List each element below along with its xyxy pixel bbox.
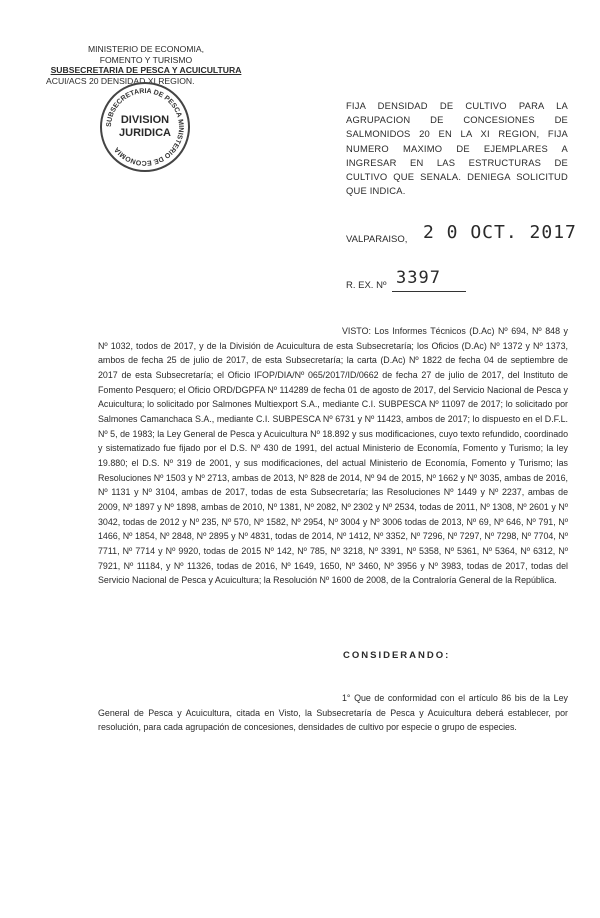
- considerando-section: [98, 691, 568, 735]
- visto-paragraph: VISTO: Los Informes Técnicos (D.Ac) Nº 694, Nº 848 y Nº 1032, todos de 2017, y de la División de Acuicultura de esta Subsecretaría; los Oficios (D.Ac) Nº 1372 y Nº 1373, ambos de fecha 25 de julio de 2017, de esta Subsecretaría; la carta (D.Ac) Nº 1822 de fecha 04 de septiembre de 2017 de esta Subsecretaría; el Oficio IFOP/DIA/Nº 065/2017/ID/0662 de fecha 27 de julio de 2017, del Instituto de Fomento Pesquero; el Oficio ORD/DGPFA Nº 114289 de fecha 01 de agosto de 2017, del Servicio Nacional de Pesca y Acuicultura; lo solicitado por Salmones Multiexport S.A., mediante C.I. SUBPESCA Nº 11097 de 2017; lo solicitado por Salmones Camanchaca S.A., mediante C.I. SUBPESCA Nº 6731 y Nº 11423, ambos de 2017; lo dispuesto en el D.F.L. Nº 5, de 1983; la Ley General de Pesca y Acuicultura Nº 18.892 y sus modificaciones, cuyo texto refundido, coordinado y sistematizado fue fijado por el D.S. Nº 430 de 1991, del actual Ministerio de Economía, Fomento y Turismo; la ley 19.880; el D.S. Nº 319 de 2001, y sus modificaciones, del actual Ministerio de Economía, Fomento y Turismo; las Resoluciones Nº 1503 y Nº 2713, ambas de 2013, Nº 828 de 2014, Nº 94 de 2015, Nº 1662 y Nº 3035, ambas de 2016, Nº 1131 y Nº 3104, ambas de 2017, todas de esta Subsecretaría; las Resoluciones Nº 1449 y Nº 2237, ambas de 2009, Nº 1897 y Nº 1898, ambas de 2010, Nº 1381, Nº 2082, Nº 2302 y Nº 2534, todas de 2011, Nº 1308, Nº 2601 y Nº 3042, todas de 2012 y Nº 235, Nº 570, Nº 1582, Nº 2954, Nº 3004 y Nº 3006 todas de 2013, Nº 69, Nº 646, Nº 791, Nº 1466, Nº 1854, Nº 2848, Nº 2895 y Nº 4831, todas de 2014, Nº 1412, Nº 3352, Nº 7296, Nº 7297, Nº 7298, Nº 7704, Nº 7711, Nº 7714 y Nº 9920, todas de 2015 Nº 142, Nº 785, Nº 3218, Nº 3391, Nº 5358, Nº 5361, Nº 5364, Nº 6312, Nº 7921, Nº 11184, y Nº 11326, todas de 2016, Nº 1649, 1650, Nº 3460, Nº 3956 y Nº 3983, todas de 2017, todas del Servicio Nacional de Pesca y Acuicultura; la Resolución Nº 1600 de 2008, de la Contraloría General de la República.: [98, 326, 568, 586]
- document-title: FIJA DENSIDAD DE CULTIVO PARA LA AGRUPACION DE CONCESIONES DE SALMONIDOS 20 EN LA XI REGION, FIJA NUMERO MAXIMO DE EJEMPLARES A INGRESAR EN LAS ESTRUCTURAS DE CULTIVO QUE SENALA. DENIEGA SOLICITUD QUE INDICA.: [346, 100, 568, 197]
- considerando-paragraph-1: 1° Que de conformidad con el artículo 86 bis de la Ley General de Pesca y Acuicultura, citada en Visto, la Subsecretaría de Pesca y Acuicultura deberá establecer, por resolución, para cada agrupación de concesiones, densidades de cultivo por especie o grupo de especies.: [98, 693, 568, 733]
- considerando-heading: CONSIDERANDO:: [343, 650, 451, 661]
- date-label: VALPARAISO,: [346, 234, 408, 245]
- division-stamp: [100, 82, 190, 172]
- file-reference: ACUI/ACS 20 DENSIDAD XI REGION.: [46, 75, 195, 86]
- ministry-name: MINISTERIO DE ECONOMIA,: [87, 44, 205, 54]
- undersecretariat-name: SUBSECRETARIA DE PESCA Y ACUICULTURA: [50, 65, 242, 75]
- resolution-underline: [392, 291, 466, 292]
- resolution-number: 3397: [396, 268, 441, 288]
- resolution-label: R. EX. Nº: [346, 280, 387, 291]
- stamp-ring-text: SUBSECRETARIA DE PESCA MINISTERIO DE ECONOMIA: [105, 87, 185, 167]
- stamp-label: [102, 114, 188, 140]
- stamp-line-2: JURIDICA: [119, 127, 171, 139]
- ministry-name-cont: FOMENTO Y TURISMO: [99, 54, 193, 65]
- visto-section: [98, 324, 568, 588]
- ministry-header: [46, 44, 246, 86]
- date-stamp: 2 0 OCT. 2017: [423, 222, 577, 243]
- stamp-line-1: DIVISION: [120, 114, 170, 126]
